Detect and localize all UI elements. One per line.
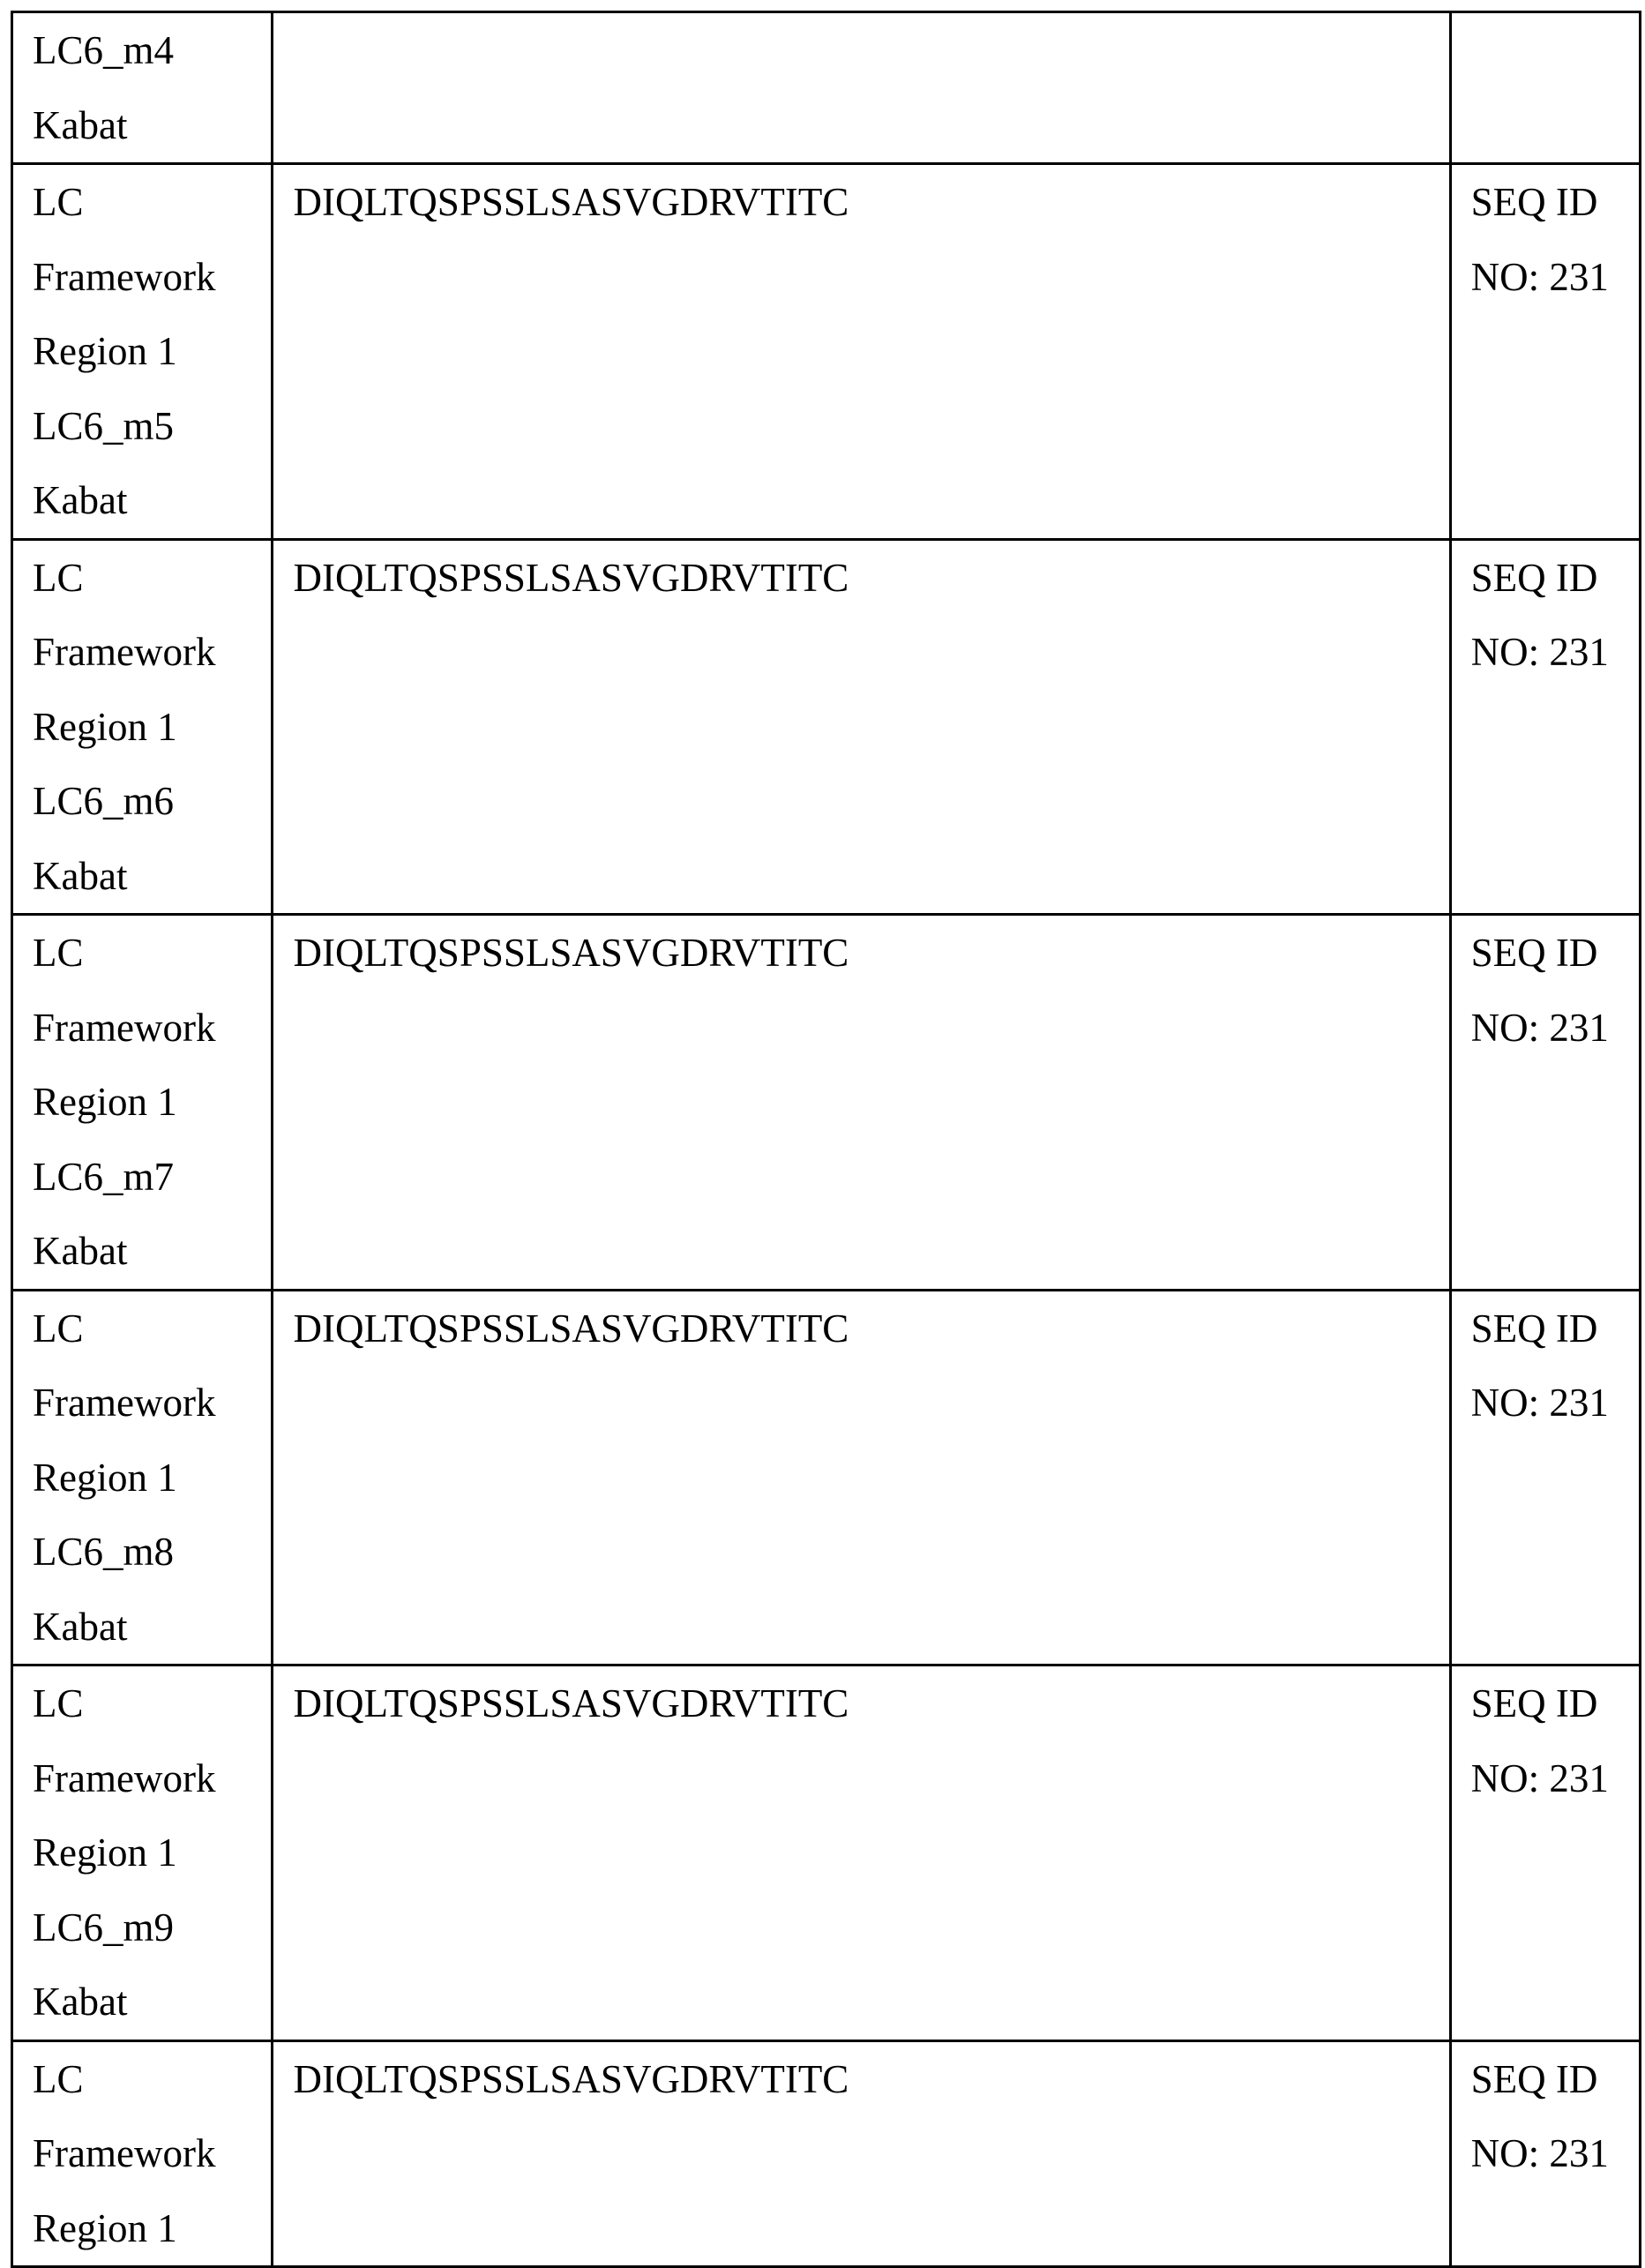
region-label-cell [12, 915, 273, 1291]
seq-id-cell-line: NO: 231 [1471, 615, 1639, 690]
table-row [12, 1665, 1641, 2041]
sequence-text: DIQLTQSPSSLSASVGDRVTITC [293, 2042, 1448, 2117]
region-label-cell-line: Kabat [33, 1965, 271, 2040]
region-label-cell-line: Region 1 [33, 690, 271, 765]
sequence-text: DIQLTQSPSSLSASVGDRVTITC [293, 165, 1448, 240]
region-label-cell-line: LC6_m9 [33, 1890, 271, 1965]
region-label-cell-line: Framework [33, 2116, 271, 2191]
sequence-cell [273, 2040, 1450, 2267]
seq-id-cell-line: SEQ ID [1471, 2042, 1639, 2117]
table-row [12, 1290, 1641, 1665]
region-label-cell-line: Kabat [33, 839, 271, 914]
seq-id-cell-line: NO: 231 [1471, 1741, 1639, 1816]
region-label-cell [12, 1665, 273, 2041]
seq-id-cell [1450, 915, 1640, 1291]
sequence-table-body [12, 12, 1641, 2267]
region-label-cell-line: LC6_m8 [33, 1515, 271, 1590]
seq-id-cell-line: NO: 231 [1471, 240, 1639, 315]
region-label-cell-line: Region 1 [33, 1065, 271, 1140]
seq-id-cell-line: SEQ ID [1471, 165, 1639, 240]
seq-id-cell [1450, 12, 1640, 164]
region-label-cell [12, 164, 273, 540]
region-label-cell-line: Kabat [33, 88, 271, 163]
region-label-cell [12, 12, 273, 164]
sequence-cell [273, 915, 1450, 1291]
seq-id-cell-line: NO: 231 [1471, 2116, 1639, 2191]
seq-id-cell-line: NO: 231 [1471, 991, 1639, 1066]
seq-id-cell-line: SEQ ID [1471, 541, 1639, 616]
region-label-cell-line: Framework [33, 991, 271, 1066]
region-label-cell-line: LC [33, 1666, 271, 1741]
region-label-cell-line: Region 1 [33, 1441, 271, 1516]
seq-id-cell-line: SEQ ID [1471, 916, 1639, 991]
seq-id-cell [1450, 2040, 1640, 2267]
region-label-cell [12, 2040, 273, 2267]
region-label-cell [12, 539, 273, 915]
sequence-text: DIQLTQSPSSLSASVGDRVTITC [293, 541, 1448, 616]
sequence-text: DIQLTQSPSSLSASVGDRVTITC [293, 1666, 1448, 1741]
seq-id-cell-line: SEQ ID [1471, 1666, 1639, 1741]
region-label-cell-line: Kabat [33, 463, 271, 538]
seq-id-cell [1450, 1290, 1640, 1665]
region-label-cell-line: LC6_m5 [33, 389, 271, 464]
sequence-cell [273, 1290, 1450, 1665]
table-row [12, 12, 1641, 164]
seq-id-cell [1450, 1665, 1640, 2041]
sequence-cell [273, 164, 1450, 540]
sequence-cell [273, 539, 1450, 915]
table-row [12, 539, 1641, 915]
region-label-cell-line: LC6_m7 [33, 1140, 271, 1215]
region-label-cell-line: Region 1 [33, 2191, 271, 2266]
sequence-text: DIQLTQSPSSLSASVGDRVTITC [293, 1291, 1448, 1366]
table-row [12, 164, 1641, 540]
sequence-cell [273, 12, 1450, 164]
region-label-cell-line: Framework [33, 1366, 271, 1441]
region-label-cell-line: Region 1 [33, 314, 271, 389]
region-label-cell-line: LC6_m4 [33, 13, 271, 88]
region-label-cell-line: LC [33, 2042, 271, 2117]
sequence-cell [273, 1665, 1450, 2041]
region-label-cell-line: LC [33, 165, 271, 240]
region-label-cell-line: Kabat [33, 1214, 271, 1289]
region-label-cell-line: Framework [33, 1741, 271, 1816]
region-label-cell-line: LC [33, 916, 271, 991]
seq-id-cell [1450, 539, 1640, 915]
region-label-cell-line: Framework [33, 615, 271, 690]
table-row [12, 915, 1641, 1291]
sequence-text: DIQLTQSPSSLSASVGDRVTITC [293, 916, 1448, 991]
region-label-cell-line: Framework [33, 240, 271, 315]
region-label-cell-line: LC [33, 541, 271, 616]
region-label-cell-line: LC [33, 1291, 271, 1366]
region-label-cell-line: Kabat [33, 1590, 271, 1665]
sequence-table [11, 11, 1641, 2268]
region-label-cell [12, 1290, 273, 1665]
region-label-cell-line: LC6_m6 [33, 764, 271, 839]
table-row [12, 2040, 1641, 2267]
seq-id-cell-line: SEQ ID [1471, 1291, 1639, 1366]
region-label-cell-line: Region 1 [33, 1815, 271, 1890]
seq-id-cell-line: NO: 231 [1471, 1366, 1639, 1441]
seq-id-cell [1450, 164, 1640, 540]
